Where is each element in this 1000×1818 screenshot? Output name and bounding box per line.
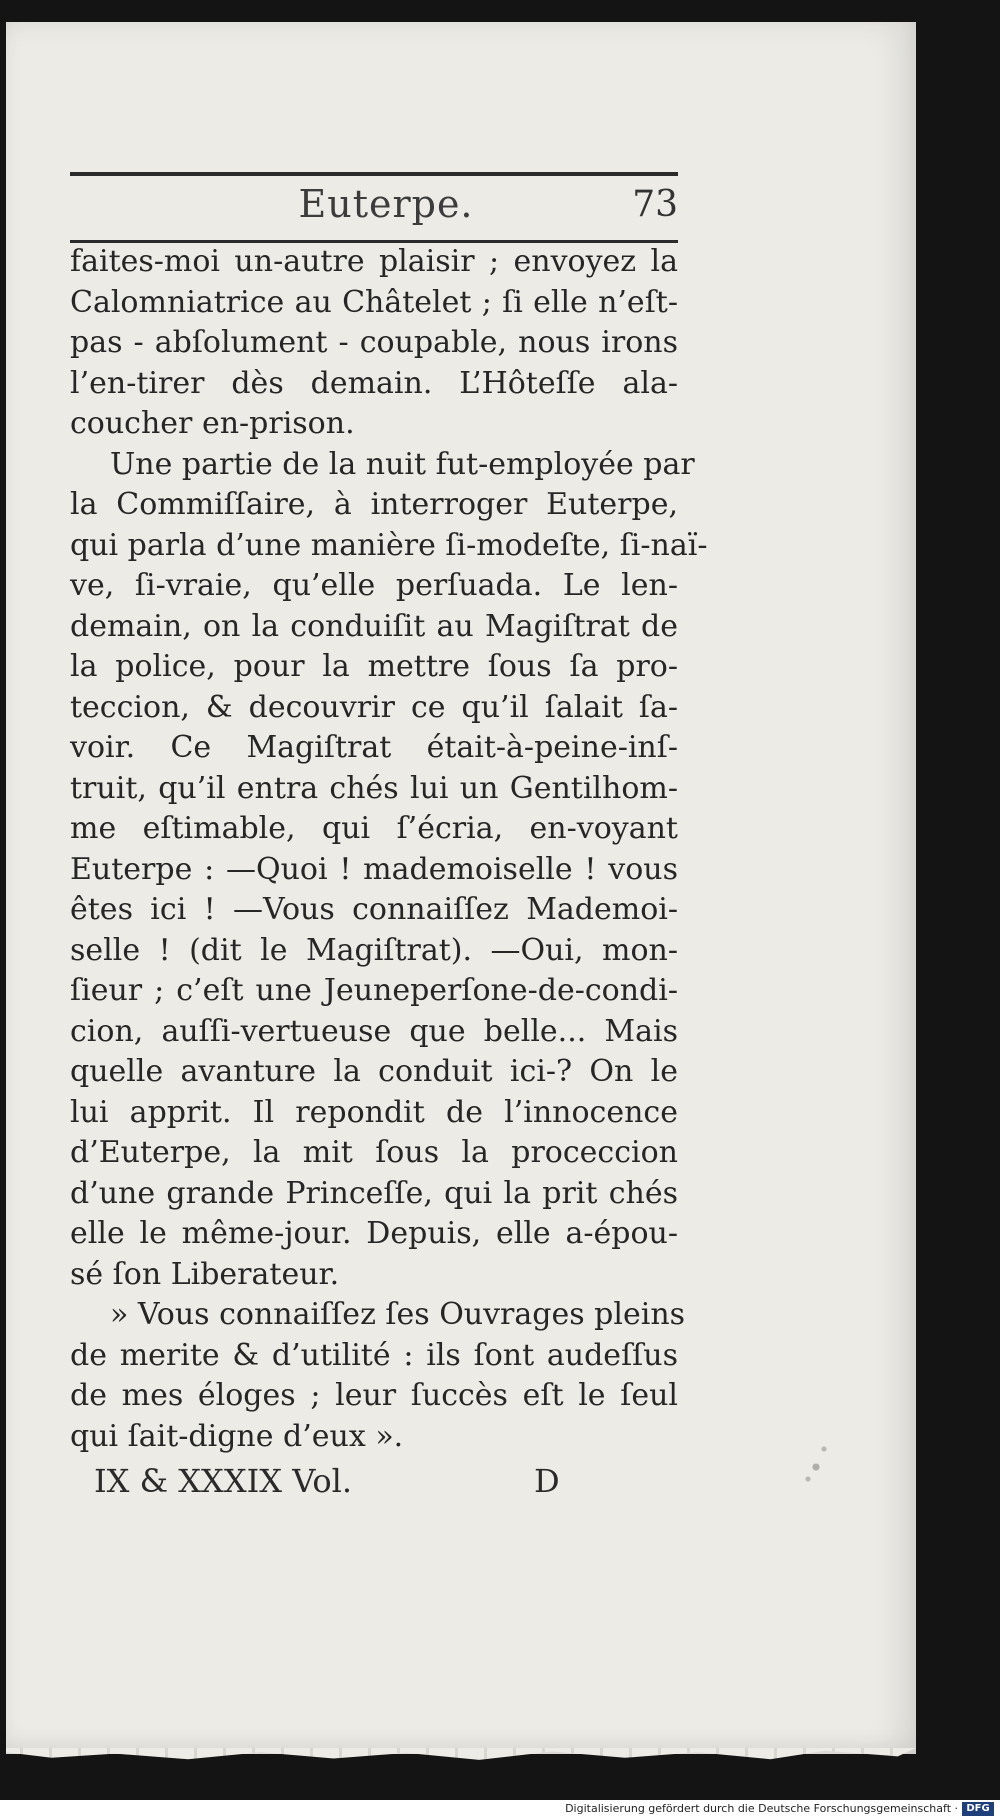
header-rule-top [70,172,678,176]
dfg-logo: DFG [962,1802,994,1816]
text-line: d’une grande Princeſſe, qui la prit chés [70,1175,678,1211]
text-line: lui apprit. Il repondit de l’innocence [70,1094,678,1130]
text-line: teccion, & decouvrir ce qu’il ſalait ſa- [70,689,678,725]
text-line: voir. Ce Magiſtrat était-à-peine-inſ- [70,730,678,765]
signature-mark [94,1462,678,1500]
text-line: de mes éloges ; leur ſuccès eſt le ſeul [70,1378,678,1413]
text-line: selle ! (dit le Magiſtrat). —Oui, mon- [70,932,678,968]
volume-signature: IX & XXXIX Vol. [94,1462,353,1500]
text-line: sé ſon Liberateur. [70,1256,340,1292]
text-line: ve, ſi-vraie, qu’elle perſuada. Le len- [70,568,678,603]
text-line: quelle avanture la conduit ici-? On le [70,1054,678,1089]
text-line: Euterpe : —Quoi ! mademoiselle ! vous [70,851,678,887]
text-line: elle le même-jour. Depuis, elle a-épou- [70,1216,678,1251]
text-line: Une partie de la nuit fut-employée par [110,446,695,482]
text-line: êtes ici ! —Vous connaiſſez Mademoi- [70,892,678,927]
torn-page-edge [6,1748,916,1762]
text-line: qui parla d’une manière ſi-modeſte, ſi-naï- [70,527,708,563]
text-line: d’Euterpe, la mit ſous la proceccion [70,1135,678,1170]
book-page [6,22,916,1754]
text-line: faites-moi un-autre plaisir ; envoyez la [70,244,678,279]
body-text [70,242,708,1457]
text-line: ſieur ; c’eſt une Jeuneperſone-de-condi- [70,973,678,1008]
page-number: 73 [632,184,678,225]
digitization-credit: Digitalisierung gefördert durch die Deutsche Forschungsgemeinschaft · [565,1802,958,1815]
text-line: de merite & d’utilité : ils ſont audeſſus [70,1337,678,1373]
text-line: Calomniatrice au Châtelet ; ſi elle n’eſt- [70,284,678,320]
text-line: coucher en-prison. [70,406,355,441]
text-line: me eſtimable, qui ſ’écria, en-voyant [70,811,678,846]
text-line: truit, qu’il entra chés lui un Gentilhom- [70,770,678,806]
text-line: » Vous connaiſſez ſes Ouvrages pleins [110,1297,686,1332]
text-line: la Commiſſaire, à interroger Euterpe, [70,487,678,522]
text-line: cion, auſſi-vertueuse que belle... Mais [70,1013,678,1049]
text-line: pas - abſolument - coupable, nous irons [70,325,678,360]
text-line: la police, pour la mettre ſous ſa pro- [70,649,678,684]
running-title: Euterpe. [298,182,474,226]
paper-stain [796,1437,836,1497]
text-line: qui ſait-digne d’eux ». [70,1418,404,1454]
gathering-signature: D [534,1462,560,1500]
text-line: l’en-tirer dès demain. L’Hôteſſe ala- [70,365,678,401]
text-line: demain, on la conduiſit au Magiſtrat de [70,608,678,644]
